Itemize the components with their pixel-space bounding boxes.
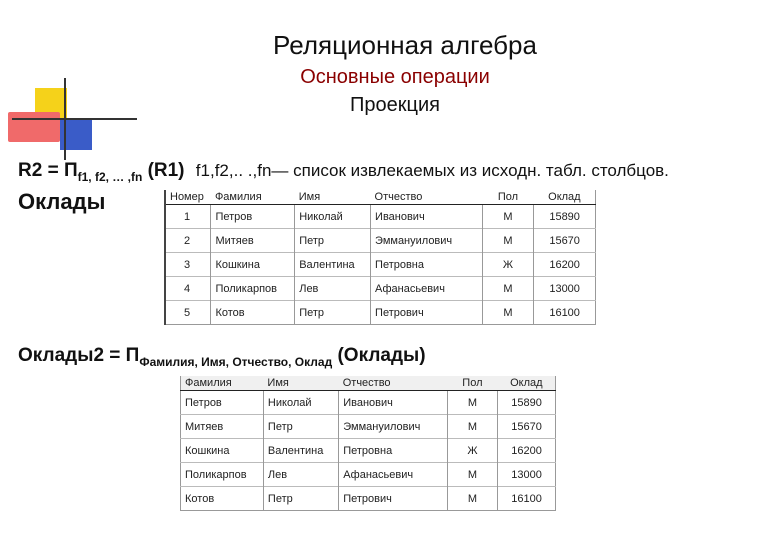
slide-subtitle: Основные операции <box>300 66 490 88</box>
table-cell: Валентина <box>295 253 371 277</box>
projection-example-formula <box>18 345 426 369</box>
table-cell: 4 <box>165 277 211 301</box>
column-header: Имя <box>263 376 338 391</box>
table-cell: Поликарпов <box>181 463 264 487</box>
table-cell: 16100 <box>534 301 596 325</box>
column-header: Пол <box>447 376 497 391</box>
table-header-row <box>165 190 596 205</box>
table-cell: 13000 <box>534 277 596 301</box>
column-header: Оклад <box>498 376 556 391</box>
table-cell: Эммануилович <box>339 415 447 439</box>
table-cell: Котов <box>181 487 264 511</box>
table-cell: Валентина <box>263 439 338 463</box>
table-cell: М <box>482 277 534 301</box>
table-cell: Петров <box>211 205 295 229</box>
table-cell: 15890 <box>534 205 596 229</box>
table-cell: Петр <box>295 229 371 253</box>
table-cell: 16200 <box>498 439 556 463</box>
column-header: Номер <box>165 190 211 205</box>
table-cell: 15670 <box>534 229 596 253</box>
table-cell: 16200 <box>534 253 596 277</box>
formula-subscript: f1, f2, … ,fn <box>77 169 143 184</box>
table-cell: Кошкина <box>211 253 295 277</box>
table1-label: Оклады <box>18 189 106 214</box>
table-cell: Эммануилович <box>371 229 483 253</box>
table-cell: Николай <box>295 205 371 229</box>
slide-title: Реляционная алгебра <box>273 30 537 60</box>
table-cell: Кошкина <box>181 439 264 463</box>
table-cell: 1 <box>165 205 211 229</box>
table-cell: Поликарпов <box>211 277 295 301</box>
table-cell: М <box>447 463 497 487</box>
table-cell: М <box>447 487 497 511</box>
table-row <box>181 391 556 415</box>
table-cell: Петровна <box>339 439 447 463</box>
table-cell: Котов <box>211 301 295 325</box>
slide-subtitle-projection: Проекция <box>350 94 440 116</box>
table-row <box>165 205 596 229</box>
column-header: Оклад <box>534 190 596 205</box>
projection-formula <box>18 160 669 184</box>
oklady2-table <box>180 376 556 511</box>
table-cell: Иванович <box>371 205 483 229</box>
logo-horizontal-line <box>12 118 137 120</box>
table-cell: Петров <box>181 391 264 415</box>
table-cell: М <box>482 229 534 253</box>
table-cell: М <box>482 205 534 229</box>
formula-argument: (R1) <box>147 160 185 181</box>
table-row <box>181 463 556 487</box>
table-row <box>165 301 596 325</box>
column-header: Отчество <box>371 190 483 205</box>
table-cell: Афанасьевич <box>371 277 483 301</box>
table-cell: Митяев <box>181 415 264 439</box>
formula-lhs: R2 = П <box>18 160 78 181</box>
table-row <box>181 415 556 439</box>
column-header: Пол <box>482 190 534 205</box>
column-header: Имя <box>295 190 371 205</box>
column-header: Фамилия <box>181 376 264 391</box>
table-cell: Афанасьевич <box>339 463 447 487</box>
table-cell: Лев <box>295 277 371 301</box>
oklady-table <box>164 190 596 325</box>
column-header: Фамилия <box>211 190 295 205</box>
table-cell: Петр <box>295 301 371 325</box>
table-cell: Ж <box>447 439 497 463</box>
table-cell: Николай <box>263 391 338 415</box>
table-cell: Лев <box>263 463 338 487</box>
formula-description: f1,f2,.. .,fn— список извлекаемых из исходн. табл. столбцов. <box>195 161 669 180</box>
table-cell: 2 <box>165 229 211 253</box>
table-cell: 15890 <box>498 391 556 415</box>
formula2-subscript: Фамилия, Имя, Отчество, Оклад <box>139 354 333 369</box>
table-row <box>181 439 556 463</box>
table-cell: Петр <box>263 415 338 439</box>
table-cell: Иванович <box>339 391 447 415</box>
table-row <box>181 487 556 511</box>
table-cell: М <box>447 415 497 439</box>
table-row <box>165 229 596 253</box>
table-row <box>165 277 596 301</box>
formula2-lhs: Оклады2 = П <box>18 345 140 366</box>
table-cell: 15670 <box>498 415 556 439</box>
formula2-argument: (Оклады) <box>337 345 426 366</box>
table-cell: Ж <box>482 253 534 277</box>
table-cell: 3 <box>165 253 211 277</box>
table-cell: Петрович <box>371 301 483 325</box>
table-cell: 13000 <box>498 463 556 487</box>
table-cell: 16100 <box>498 487 556 511</box>
table-cell: 5 <box>165 301 211 325</box>
table-header-row <box>181 376 556 391</box>
table-cell: М <box>482 301 534 325</box>
column-header: Отчество <box>339 376 447 391</box>
table-cell: М <box>447 391 497 415</box>
table-cell: Петровна <box>371 253 483 277</box>
table-cell: Петр <box>263 487 338 511</box>
table-cell: Митяев <box>211 229 295 253</box>
table-row <box>165 253 596 277</box>
table-cell: Петрович <box>339 487 447 511</box>
